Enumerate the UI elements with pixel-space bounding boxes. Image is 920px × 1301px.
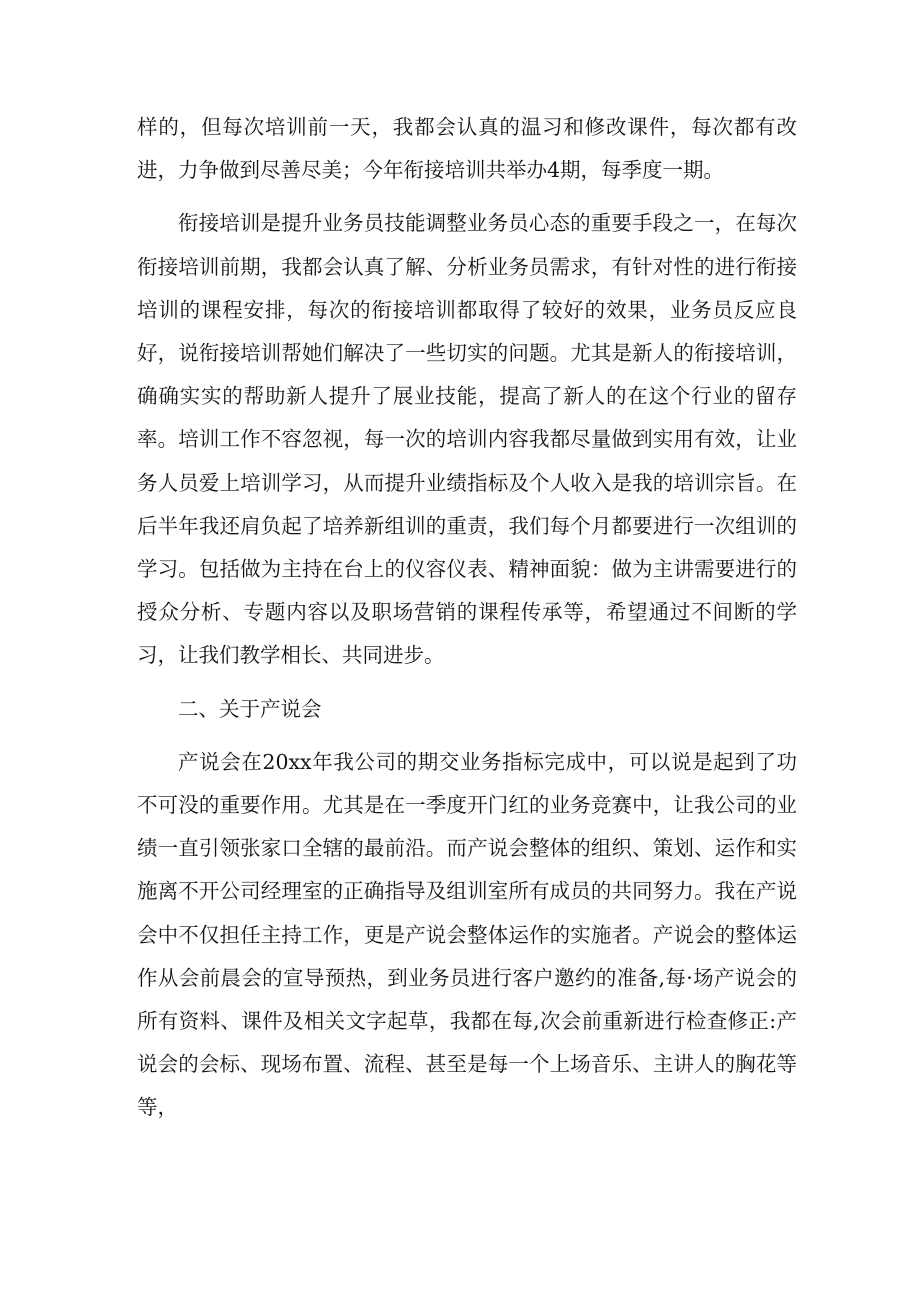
- document-body: [137, 106, 797, 1140]
- paragraph-product-meeting: 产说会在20xx年我公司的期交业务指标完成中，可以说是起到了功不可没的重要作用。尤其是在一季度开门红的业务竞赛中，让我公司的业绩一直引领张家口全辖的最前沿。而产说会整体的组织、策划、运作和实施离不开公司经理室的正确指导及组训室所有成员的共同努力。我在产说会中不仅担任主持工作，更是产说会整体运作的实施者。产说会的整体运作从会前晨会的宣导预热，到业务员进行客户邀约的准备,每·场产说会的所有资料、课件及相关文字起草，我都在每,次会前重新进行检查修正:产说会的会标、现场布置、流程、甚至是每一个上场音乐、主讲人的胸花等等，: [137, 749, 797, 1120]
- paragraph-continued: 样的，但每次培训前一天，我都会认真的温习和修改课件，每次都有改进，力争做到尽善尽美；今年衔接培训共举办4期，每季度一期。: [137, 115, 797, 183]
- paragraph-training: 衔接培训是提升业务员技能调整业务员心态的重要手段之一，在每次衔接培训前期，我都会认真了解、分析业务员需求，有针对性的进行衔接培训的课程安排，每次的衔接培训都取得了较好的效果，业务员反应良好，说衔接培训帮她们解决了一些切实的问题。尤其是新人的衔接培训，确确实实的帮助新人提升了展业技能，提高了新人的在这个行业的留存率。培训工作不容忽视，每一次的培训内容我都尽量做到实用有效，让业务人员爱上培训学习，从而提升业绩指标及个人收入是我的培训宗旨。在后半年我还肩负起了培养新组训的重责，我们每个月都要进行一次组训的学习。包括做为主持在台上的仪容仪表、精神面貌：做为主讲需要进行的授众分析、专题内容以及职场营销的课程传承等，希望通过不间断的学习，让我们教学相长、共同进步。: [137, 211, 797, 668]
- section-heading: 二、关于产说会: [178, 696, 322, 721]
